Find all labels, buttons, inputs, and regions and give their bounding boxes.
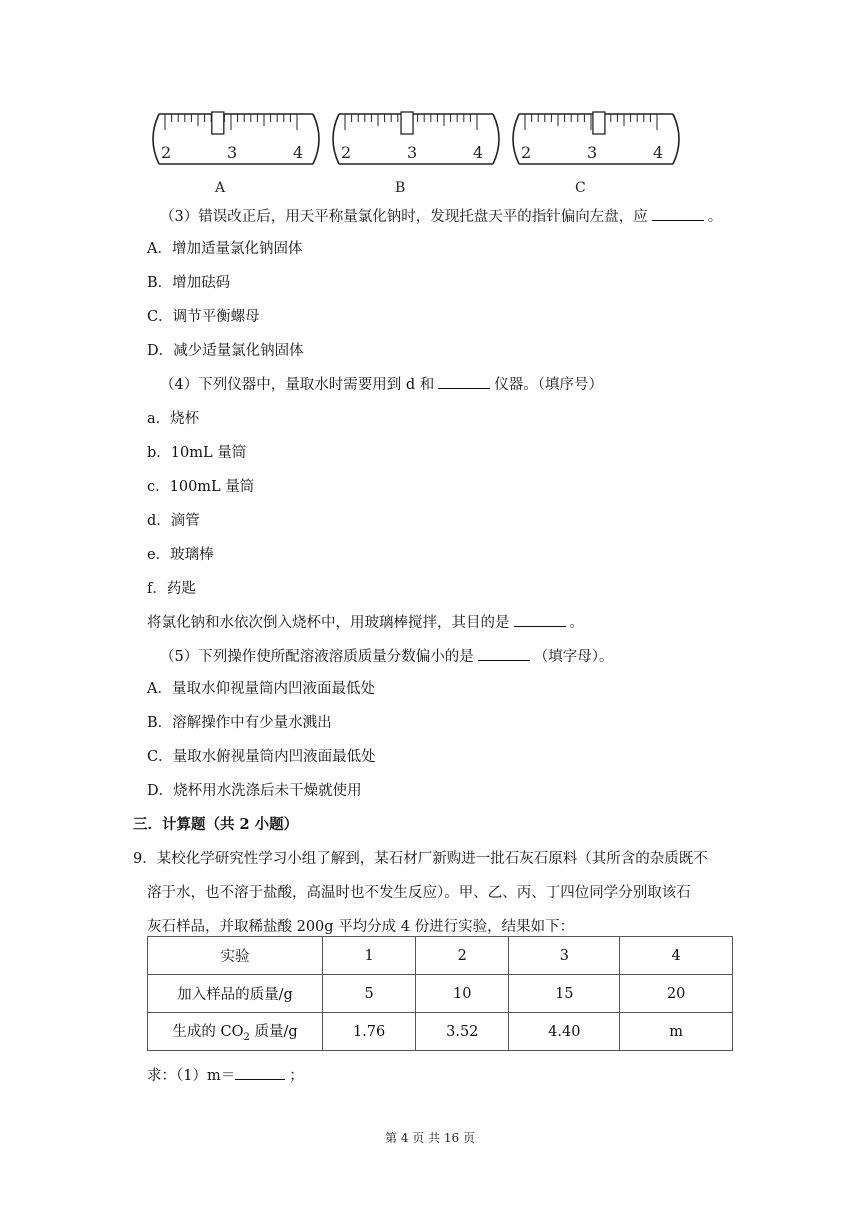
co2-label-b: 质量/g <box>249 1024 298 1041</box>
ruler-left-edge <box>153 114 159 164</box>
ruler-right-edge <box>673 114 679 164</box>
q5-stem-tail: （填字母）。 <box>533 649 614 665</box>
q3-stem-tail: 。 <box>707 209 723 225</box>
co2-subscript: 2 <box>243 1031 250 1043</box>
ruler-right-edge <box>313 114 319 164</box>
q3-option-b: B．增加砝码 <box>147 275 231 291</box>
table-cell: 5 <box>323 975 416 1013</box>
ruler-tick-label: 4 <box>653 143 664 162</box>
q4-stem-text: （4）下列仪器中，量取水时需要用到 d 和 <box>160 377 435 393</box>
q4-option-e: e．玻璃棒 <box>147 547 214 563</box>
ruler-left-edge <box>333 114 339 164</box>
q9-ask <box>147 1064 304 1085</box>
table-row <box>148 1013 733 1051</box>
ruler-rider <box>593 112 605 134</box>
ruler-tick-label: 2 <box>341 143 352 162</box>
table-cell: 1.76 <box>323 1013 416 1051</box>
ruler-tick-label: 4 <box>293 143 304 162</box>
q4-option-c: c．100mL 量筒 <box>147 479 255 495</box>
q5-option-b: B．溶解操作中有少量水溅出 <box>147 715 332 731</box>
q3-stem-text: （3）错误改正后，用天平称量氯化钠时，发现托盘天平的指针偏向左盘，应 <box>160 209 648 225</box>
q9-line-3: 灰石样品，并取稀盐酸 200g 平均分成 4 份进行实验，结果如下： <box>147 919 575 935</box>
ruler-tick-label: 2 <box>161 143 172 162</box>
table-cell: 15 <box>509 975 620 1013</box>
section-heading: 三．计算题（共 2 小题） <box>133 816 299 833</box>
q3-option-c: C．调节平衡螺母 <box>147 309 260 325</box>
table-cell: 3 <box>509 937 620 975</box>
q4-option-b: b．10mL 量筒 <box>147 445 247 461</box>
ruler-tick-label: 4 <box>473 143 484 162</box>
ruler-tick-label: 2 <box>521 143 532 162</box>
ruler-option-letter: A <box>215 180 226 196</box>
table-cell: 10 <box>416 975 509 1013</box>
q4-followup <box>147 611 584 632</box>
table-cell: 加入样品的质量/g <box>148 975 323 1013</box>
table-cell: 2 <box>416 937 509 975</box>
table-cell: 4 <box>620 937 733 975</box>
q4-option-a: a．烧杯 <box>147 411 200 427</box>
q5-option-c: C．量取水俯视量筒内凹液面最低处 <box>147 749 376 765</box>
q5-option-d: D．烧杯用水洗涤后未干燥就使用 <box>147 783 362 799</box>
table-cell <box>148 1013 323 1051</box>
q4-option-d: d．滴管 <box>147 513 200 529</box>
ruler-tick-label: 3 <box>587 143 598 162</box>
ruler-rider <box>401 112 413 134</box>
q9-line-2: 溶于水，也不溶于盐酸，高温时也不发生反应）。甲、乙、丙、丁四位同学分别取该石 <box>147 885 691 901</box>
question-3-stem <box>160 205 722 226</box>
q4-followup-blank[interactable] <box>514 612 566 627</box>
q4-followup-text: 将氯化钠和水依次倒入烧杯中，用玻璃棒搅拌，其目的是 <box>147 615 510 631</box>
q4-answer-blank[interactable] <box>438 374 490 389</box>
ruler-rider <box>212 112 224 134</box>
page-footer: 第 4 页 共 16 页 <box>385 1131 475 1145</box>
ruler-figures <box>145 104 685 196</box>
results-table <box>147 936 733 1051</box>
ruler-tick-label: 3 <box>407 143 418 162</box>
q5-stem-text: （5）下列操作使所配溶液溶质质量分数偏小的是 <box>160 649 474 665</box>
question-4-stem <box>160 373 603 394</box>
table-row <box>148 975 733 1013</box>
table-cell: m <box>620 1013 733 1051</box>
q5-answer-blank[interactable] <box>478 646 530 661</box>
table-cell: 4.40 <box>509 1013 620 1051</box>
ruler-a <box>153 112 319 196</box>
q3-option-a: A．增加适量氯化钠固体 <box>147 241 303 257</box>
q9-line-1: 9．某校化学研究性学习小组了解到，某石材厂新购进一批石灰石原料（其所含的杂质既不 <box>133 851 708 867</box>
table-header-row <box>148 937 733 975</box>
q9-answer-blank[interactable] <box>235 1065 285 1080</box>
ruler-option-letter: C <box>575 180 586 196</box>
ruler-tick-label: 3 <box>227 143 238 162</box>
q4-stem-tail: 仪器。（填序号） <box>494 377 603 393</box>
q9-ask-tail: ； <box>289 1068 304 1084</box>
ruler-right-edge <box>493 114 499 164</box>
ruler-b <box>333 112 499 196</box>
table-cell: 实验 <box>148 937 323 975</box>
ruler-left-edge <box>513 114 519 164</box>
q4-followup-tail: 。 <box>569 615 584 631</box>
q4-option-f: f．药匙 <box>147 581 196 597</box>
table-cell: 3.52 <box>416 1013 509 1051</box>
ruler-c <box>513 112 679 196</box>
table-cell: 20 <box>620 975 733 1013</box>
question-5-stem <box>160 645 613 666</box>
table-cell: 1 <box>323 937 416 975</box>
ruler-option-letter: B <box>395 180 406 196</box>
q9-ask-text: 求：（1）m＝ <box>147 1068 236 1084</box>
q3-answer-blank[interactable] <box>652 206 704 221</box>
q3-option-d: D．减少适量氯化钠固体 <box>147 343 304 359</box>
q5-option-a: A．量取水仰视量筒内凹液面最低处 <box>147 681 375 697</box>
co2-label-a: 生成的 CO <box>172 1024 244 1041</box>
